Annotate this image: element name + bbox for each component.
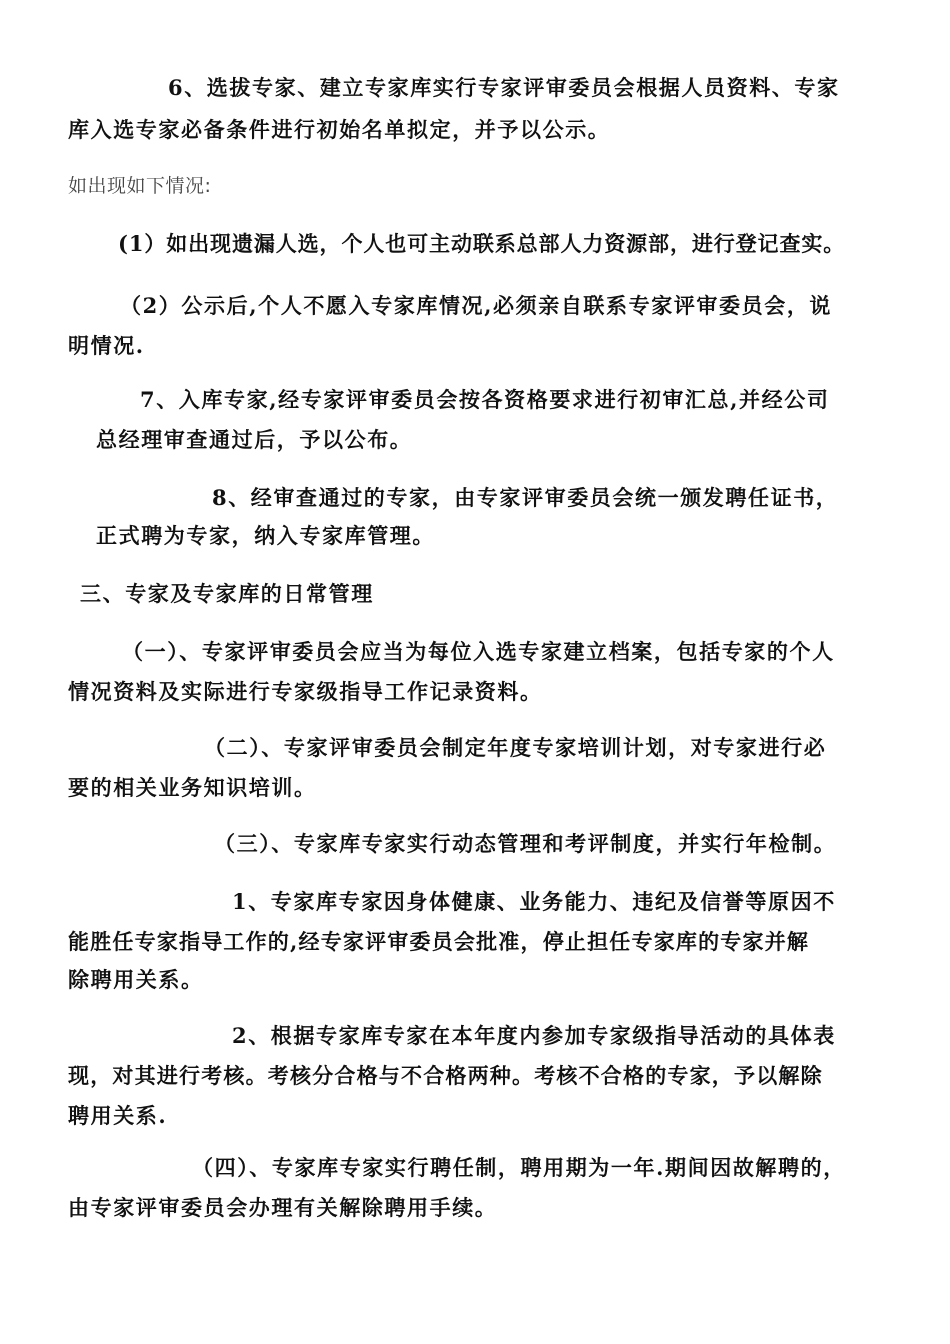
condition-2-line-2: 明情况. — [68, 333, 145, 358]
paragraph-8-line-1: 8、经审查通过的专家，由专家评审委员会统一颁发聘任证书， — [212, 485, 839, 510]
management-1-line-1: （一）、专家评审委员会应当为每位入选专家建立档案，包括专家的个人 — [122, 639, 835, 664]
management-2-line-2: 要的相关业务知识培训。 — [68, 775, 317, 800]
section-3-heading: 三、专家及专家库的日常管理 — [80, 581, 374, 606]
rule-2-line-3: 聘用关系. — [68, 1103, 168, 1128]
management-2-line-1: （二）、专家评审委员会制定年度专家培训计划，对专家进行必 — [204, 735, 827, 760]
paragraph-6-line-1: 6、选拔专家、建立专家库实行专家评审委员会根据人员资料、专家 — [168, 75, 840, 100]
management-4-line-2: 由专家评审委员会办理有关解除聘用手续。 — [68, 1195, 498, 1220]
rule-2-line-1: 2、根据专家库专家在本年度内参加专家级指导活动的具体表 — [232, 1023, 836, 1048]
paragraph-7-line-2: 总经理审查通过后，予以公布。 — [96, 427, 413, 452]
condition-2-line-1: （2）公示后,个人不愿入专家库情况,必须亲自联系专家评审委员会，说 — [120, 293, 833, 318]
paragraph-6-line-2: 库入选专家必备条件进行初始名单拟定，并予以公示。 — [68, 117, 611, 142]
management-3: （三）、专家库专家实行动态管理和考评制度，并实行年检制。 — [214, 831, 837, 856]
rule-1-line-3: 除聘用关系。 — [68, 967, 204, 992]
paragraph-8-line-2: 正式聘为专家，纳入专家库管理。 — [96, 523, 435, 548]
conditions-intro: 如出现如下情况: — [68, 175, 212, 197]
rule-1-line-1: 1、专家库专家因身体健康、业务能力、违纪及信誉等原因不 — [232, 889, 836, 914]
rule-1-line-2: 能胜任专家指导工作的,经专家评审委员会批准，停止担任专家库的专家并解 — [68, 929, 810, 954]
condition-1: (1）如出现遗漏人选，个人也可主动联系总部人力资源部，进行登记查实。 — [118, 231, 846, 256]
paragraph-7-line-1: 7、入库专家,经专家评审委员会按各资格要求进行初审汇总,并经公司 — [140, 387, 830, 412]
management-4-line-1: （四）、专家库专家实行聘任制，聘用期为一年.期间因故解聘的， — [192, 1155, 846, 1180]
management-1-line-2: 情况资料及实际进行专家级指导工作记录资料。 — [68, 679, 543, 704]
rule-2-line-2: 现，对其进行考核。考核分合格与不合格两种。考核不合格的专家，予以解除 — [68, 1063, 823, 1088]
